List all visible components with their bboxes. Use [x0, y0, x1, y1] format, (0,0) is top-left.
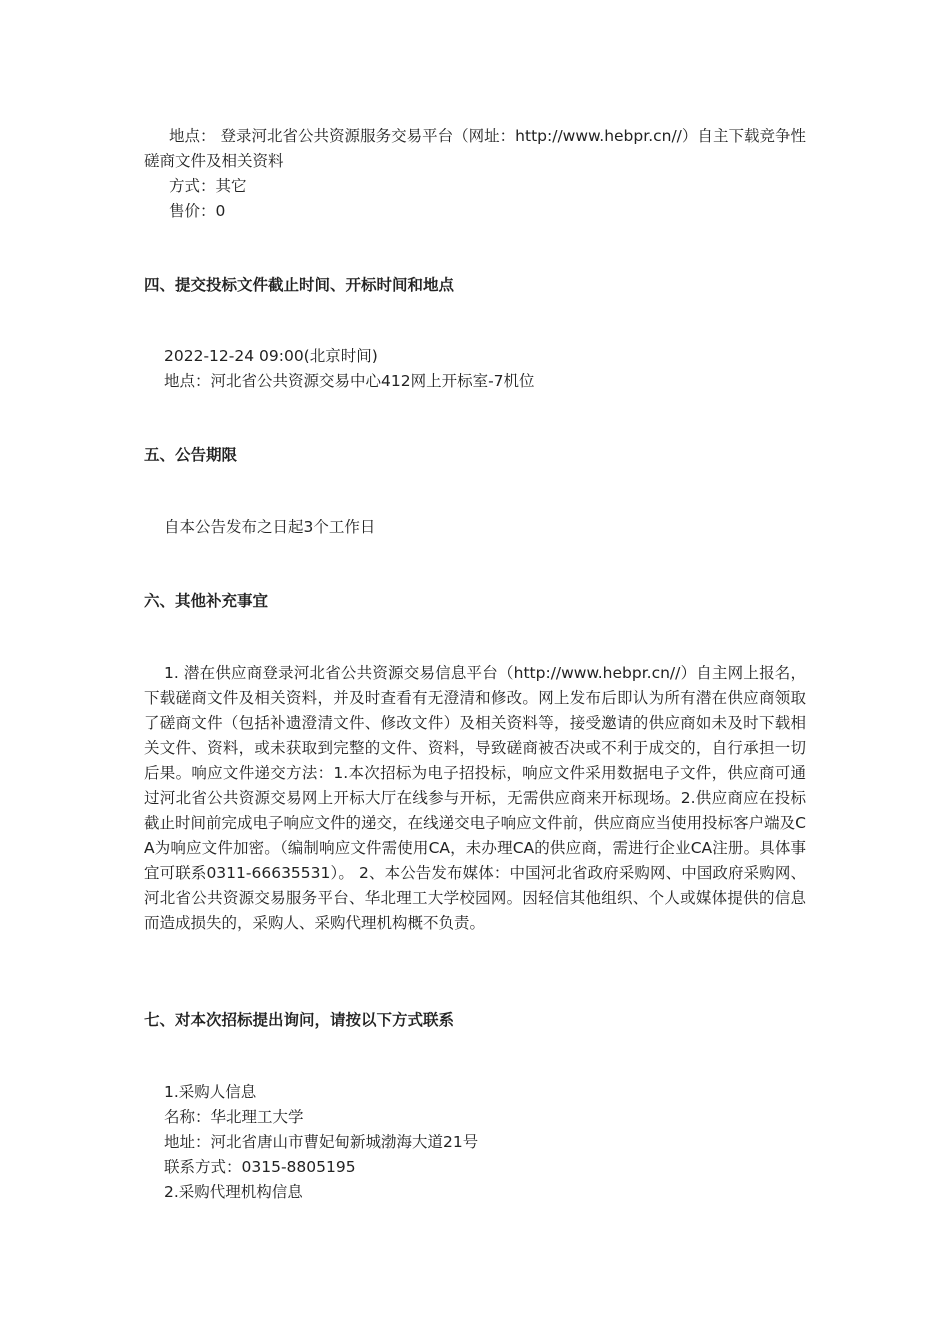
section5	[144, 443, 806, 468]
purchaser-contact: 联系方式：0315-8805195	[164, 1158, 356, 1176]
section4	[144, 273, 806, 298]
doc-method-text: 方式：其它	[169, 177, 247, 195]
section6	[144, 589, 806, 614]
deadline-time-text: 2022-12-24 09:00(北京时间)	[164, 347, 378, 365]
doc-location-text: 地点： 登录河北省公共资源服务交易平台（网址：http://www.hebpr.cn//）自主下载竞争性磋商文件及相关资料	[144, 127, 806, 170]
section3-tail	[144, 124, 806, 224]
doc-price-text: 售价：0	[169, 202, 226, 220]
opening-location-text: 地点：河北省公共资源交易中心412网上开标室-7机位	[164, 372, 535, 390]
section5-body	[144, 515, 806, 540]
section7-heading: 七、对本次招标提出询问，请按以下方式联系	[144, 1011, 455, 1029]
section6-body	[144, 661, 806, 936]
purchaser-name: 名称：华北理工大学	[164, 1108, 304, 1126]
notice-period-text: 自本公告发布之日起3个工作日	[164, 518, 376, 536]
supplementary-text: 1. 潜在供应商登录河北省公共资源交易信息平台（http://www.hebpr.cn//）自主网上报名，下载磋商文件及相关资料，并及时查看有无澄清和修改。网上发布后即认为所有潜在供应商领取了磋商文件（包括补遗澄清文件、修改文件）及相关资料等，接受邀请的供应商如未及时下载相关文件、资料，或未获取到完整的文件、资料，导致磋商被否决或不利于成交的，自行承担一切后果。响应文件递交方法：1.本次招标为电子招投标，响应文件采用数据电子文件，供应商可通过河北省公共资源交易网上开标大厅在线参与开标，无需供应商来开标现场。2.供应商应在投标截止时间前完成电子响应文件的递交，在线递交电子响应文件前，供应商应当使用投标客户端及CA为响应文件加密。（编制响应文件需使用CA，未办理CA的供应商，需进行企业CA注册。具体事宜可联系0311-66635531）。 2、本公告发布媒体：中国河北省政府采购网、中国政府采购网、河北省公共资源交易服务平台、华北理工大学校园网。因轻信其他组织、个人或媒体提供的信息而造成损失的，采购人、采购代理机构概不负责。	[144, 664, 806, 932]
section7	[144, 1008, 806, 1033]
agency-title: 2.采购代理机构信息	[164, 1183, 303, 1201]
section6-heading: 六、其他补充事宜	[144, 592, 269, 610]
section4-body	[144, 344, 806, 394]
section7-body	[144, 1080, 806, 1205]
section4-heading: 四、提交投标文件截止时间、开标时间和地点	[144, 276, 455, 294]
purchaser-address: 地址：河北省唐山市曹妃甸新城渤海大道21号	[164, 1133, 479, 1151]
purchaser-title: 1.采购人信息	[164, 1083, 257, 1101]
section5-heading: 五、公告期限	[144, 446, 238, 464]
